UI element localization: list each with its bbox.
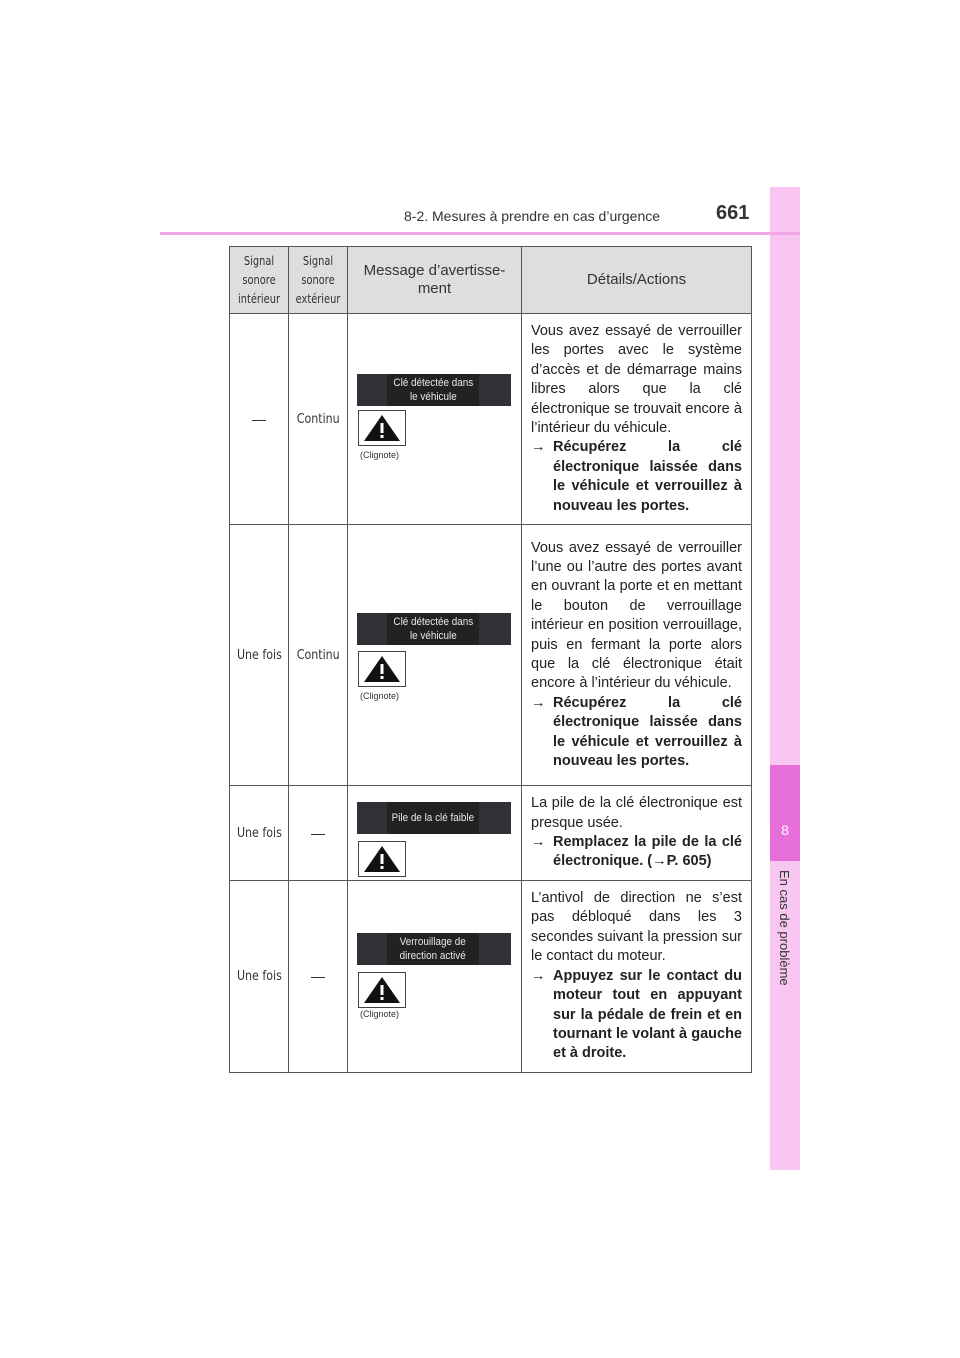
row4-message — [348, 881, 522, 1073]
warning-triangle-icon — [358, 972, 406, 1008]
row4-details — [522, 881, 752, 1073]
row1-interior — [230, 314, 289, 525]
table-header-row — [230, 247, 752, 314]
row2-message — [348, 525, 522, 786]
display-screen: Pile de la clé faible — [357, 802, 511, 834]
chapter-marker — [770, 765, 800, 861]
dash-mark — [311, 977, 325, 978]
header-details: Détails/Actions — [522, 247, 752, 314]
row4-exterior — [289, 881, 348, 1073]
row3-exterior — [289, 786, 348, 881]
row2-details — [522, 525, 752, 786]
row1-details — [522, 314, 752, 525]
display-screen: Clé détectée dans le véhicule — [357, 613, 511, 645]
blink-note: (Clignote) — [360, 1009, 400, 1020]
table-row — [230, 314, 752, 525]
header-rule — [160, 232, 800, 235]
row1-exterior: Continu — [289, 314, 348, 525]
action-text: → Récupérez la clé électronique laissée dans le véhicule et verrouillez à nouveau les portes. — [531, 694, 742, 770]
blink-note: (Clignote) — [360, 691, 400, 702]
dash-mark — [311, 834, 325, 835]
details-text: La pile de la clé électronique est presque usée. — [531, 795, 742, 831]
chapter-side-tab — [770, 187, 800, 1170]
row2-interior: Une fois — [230, 525, 289, 786]
section-title: 8-2. Mesures à prendre en cas d’urgence — [404, 208, 661, 224]
chapter-title: En cas de problème — [777, 870, 792, 986]
table-row — [230, 525, 752, 786]
header-message: Message d’avertisse- ment — [348, 247, 522, 314]
table-row — [230, 786, 752, 881]
details-text: L’antivol de direction ne s’est pas débloqué dans les 3 secondes suivant la pression sur le contact du moteur. — [531, 890, 742, 965]
table-row — [230, 881, 752, 1073]
row3-message — [348, 786, 522, 881]
header-exterior-signal: Signal sonore extérieur — [289, 247, 348, 314]
warning-table — [229, 246, 752, 1073]
details-text: Vous avez essayé de verrouiller les portes avec le système d’accès et de démarrage mains libres alors que la clé électronique se trouvait encore à l’intérieur du véhicule. — [531, 323, 742, 437]
row2-exterior: Continu — [289, 525, 348, 786]
display-screen: Verrouillage de direction activé — [357, 933, 511, 965]
warning-triangle-icon — [358, 841, 406, 877]
action-text: → Récupérez la clé électronique laissée dans le véhicule et verrouillez à nouveau les portes. — [531, 439, 742, 514]
row3-details — [522, 786, 752, 881]
dash-mark — [252, 420, 266, 421]
page-number: 661 — [716, 202, 750, 224]
header-interior-signal: Signal sonore intérieur — [230, 247, 289, 314]
action-text: → Appuyez sur le contact du moteur tout en appuyant sur la pédale de frein et en tournant le volant à gauche et à droite. — [531, 967, 742, 1062]
warning-triangle-icon — [358, 410, 406, 446]
chapter-number: 8 — [781, 822, 789, 838]
row3-interior: Une fois — [230, 786, 289, 881]
warning-triangle-icon — [358, 651, 406, 687]
display-screen: Clé détectée dans le véhicule — [357, 374, 511, 406]
details-text: Vous avez essayé de verrouiller l’une ou l’autre des portes avant en ouvrant la porte et en mettant le bouton de verrouillage intérieur en position verrouillage, puis en fermant la porte alors que la clé électronique était encore à l’intérieur du véhicule. — [531, 539, 742, 692]
row4-interior: Une fois — [230, 881, 289, 1073]
action-text: → Remplacez la pile de la clé électronique. (→P. 605) — [531, 834, 742, 870]
blink-note: (Clignote) — [360, 450, 400, 460]
row1-message — [348, 314, 522, 525]
